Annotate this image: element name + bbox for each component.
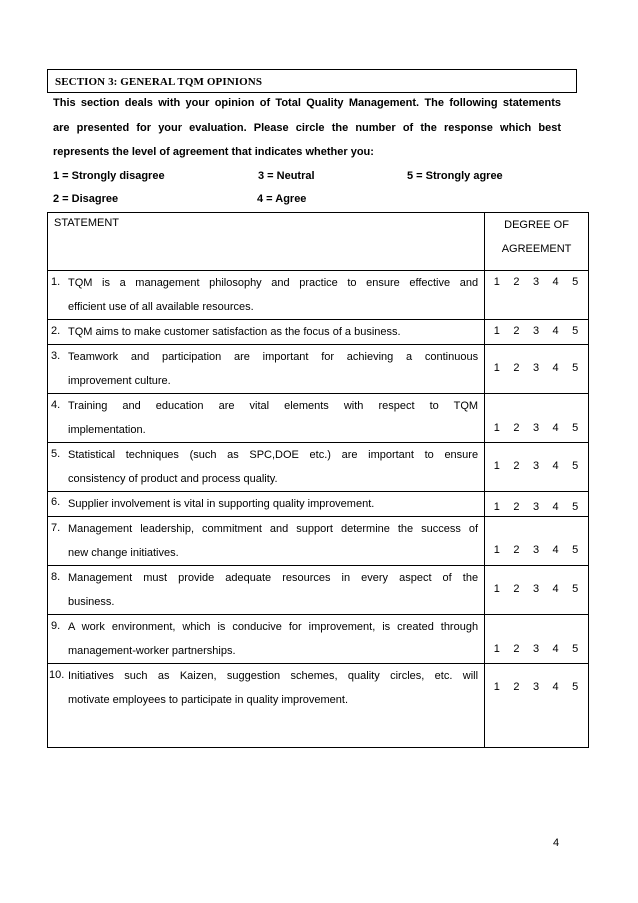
- statement-line: management-worker partnerships.: [68, 645, 236, 657]
- rating-option-3[interactable]: 3: [532, 276, 540, 288]
- scale-strongly-disagree: 1 = Strongly disagree: [53, 170, 165, 182]
- statement-line: Initiatives such as Kaizen, suggestion schemes, quality circles, etc. will: [68, 670, 479, 682]
- rating-option-5[interactable]: 5: [572, 276, 579, 288]
- rating-cell: [485, 517, 589, 566]
- questionnaire-table: [47, 212, 589, 748]
- table-row: [48, 664, 589, 748]
- rating-option-3[interactable]: 3: [532, 460, 540, 472]
- statement-line: Management leadership, commitment and support determine the success of: [68, 523, 479, 535]
- statement-cell: [48, 492, 485, 517]
- statement-line: A work environment, which is conducive for improvement, is created through: [68, 621, 479, 633]
- scale-strongly-agree: 5 = Strongly agree: [407, 170, 503, 182]
- rating-option-4[interactable]: 4: [552, 681, 559, 693]
- rating-option-1[interactable]: 1: [493, 681, 500, 693]
- header-degree: [485, 213, 589, 271]
- statement-cell: [48, 443, 485, 492]
- rating-option-1[interactable]: 1: [493, 362, 500, 374]
- rating-option-4[interactable]: 4: [552, 460, 559, 472]
- statement-line: Teamwork and participation are important for achieving a continuous: [68, 351, 479, 363]
- scale-agree: 4 = Agree: [257, 193, 307, 205]
- statement-line: business.: [68, 596, 115, 608]
- statement-number: 10.: [49, 669, 65, 681]
- rating-option-3[interactable]: 3: [532, 362, 540, 374]
- rating-option-5[interactable]: 5: [572, 544, 579, 556]
- rating-option-3[interactable]: 3: [532, 501, 540, 513]
- page-number: 4: [553, 837, 560, 849]
- rating-cell: [485, 664, 589, 748]
- rating-option-5[interactable]: 5: [572, 422, 579, 434]
- statement-cell: [48, 664, 485, 748]
- rating-option-3[interactable]: 3: [532, 422, 540, 434]
- scale-disagree: 2 = Disagree: [53, 193, 119, 205]
- rating-option-2[interactable]: 2: [513, 460, 520, 472]
- statement-number: 8.: [51, 571, 61, 583]
- statement-line: new change initiatives.: [68, 547, 179, 559]
- header-degree-line2: AGREEMENT: [501, 243, 572, 255]
- rating-option-5[interactable]: 5: [572, 460, 579, 472]
- statement-line: consistency of product and process quality.: [68, 473, 278, 485]
- rating-option-2[interactable]: 2: [513, 422, 520, 434]
- statement-cell: [48, 345, 485, 394]
- rating-option-3[interactable]: 3: [532, 544, 540, 556]
- rating-option-1[interactable]: 1: [493, 422, 500, 434]
- rating-option-5[interactable]: 5: [572, 583, 579, 595]
- rating-option-2[interactable]: 2: [513, 681, 520, 693]
- rating-option-4[interactable]: 4: [552, 325, 559, 337]
- rating-option-5[interactable]: 5: [572, 362, 579, 374]
- rating-cell: [485, 394, 589, 443]
- statement-number: 9.: [51, 620, 61, 632]
- rating-cell: [485, 492, 589, 517]
- rating-cell: [485, 271, 589, 320]
- rating-option-4[interactable]: 4: [552, 544, 559, 556]
- statement-cell: [48, 320, 485, 345]
- statement-number: 6.: [51, 496, 61, 508]
- rating-option-4[interactable]: 4: [552, 276, 559, 288]
- rating-option-1[interactable]: 1: [493, 583, 500, 595]
- rating-option-1[interactable]: 1: [493, 643, 500, 655]
- table-row: [48, 320, 589, 345]
- rating-option-2[interactable]: 2: [513, 276, 520, 288]
- table-header-row: [48, 213, 589, 271]
- rating-option-5[interactable]: 5: [572, 325, 579, 337]
- rating-option-2[interactable]: 2: [513, 362, 520, 374]
- statement-line: Supplier involvement is vital in supporting quality improvement.: [68, 498, 375, 510]
- rating-option-2[interactable]: 2: [513, 325, 520, 337]
- statement-line: TQM is a management philosophy and practice to ensure effective and: [68, 277, 479, 289]
- statement-cell: [48, 566, 485, 615]
- table-row: [48, 271, 589, 320]
- rating-option-4[interactable]: 4: [552, 583, 559, 595]
- rating-option-2[interactable]: 2: [513, 501, 520, 513]
- rating-option-2[interactable]: 2: [513, 544, 520, 556]
- statement-number: 7.: [51, 522, 61, 534]
- statement-cell: [48, 615, 485, 664]
- statement-number: 4.: [51, 399, 61, 411]
- statement-line: Training and education are vital elements with respect to TQM: [68, 400, 479, 412]
- statement-line: motivate employees to participate in quality improvement.: [68, 694, 349, 706]
- statement-line: Statistical techniques (such as SPC,DOE etc.) are important to ensure: [68, 449, 479, 461]
- rating-option-2[interactable]: 2: [513, 583, 520, 595]
- statement-line: Management must provide adequate resources in every aspect of the: [68, 572, 479, 584]
- section-header-box: [47, 69, 577, 93]
- table-row: [48, 615, 589, 664]
- statement-number: 2.: [51, 325, 61, 337]
- intro-line-1: This section deals with your opinion of Total Quality Management. The following statements: [53, 97, 561, 109]
- rating-cell: [485, 320, 589, 345]
- statement-cell: [48, 517, 485, 566]
- rating-option-1[interactable]: 1: [493, 544, 500, 556]
- rating-option-3[interactable]: 3: [532, 325, 540, 337]
- rating-option-3[interactable]: 3: [532, 681, 540, 693]
- statement-number: 3.: [51, 350, 61, 362]
- rating-cell: [485, 615, 589, 664]
- rating-option-1[interactable]: 1: [493, 325, 500, 337]
- rating-option-2[interactable]: 2: [513, 643, 520, 655]
- rating-option-5[interactable]: 5: [572, 681, 579, 693]
- table-row: [48, 443, 589, 492]
- rating-option-4[interactable]: 4: [552, 643, 559, 655]
- statement-cell: [48, 271, 485, 320]
- table-row: [48, 566, 589, 615]
- rating-cell: [485, 566, 589, 615]
- section-title: SECTION 3: GENERAL TQM OPINIONS: [55, 76, 263, 88]
- scale-neutral: 3 = Neutral: [258, 170, 315, 182]
- rating-option-5[interactable]: 5: [572, 643, 579, 655]
- rating-option-1[interactable]: 1: [493, 460, 500, 472]
- header-statement: STATEMENT: [48, 213, 485, 271]
- rating-option-4[interactable]: 4: [552, 501, 559, 513]
- rating-option-1[interactable]: 1: [493, 276, 500, 288]
- rating-cell: [485, 345, 589, 394]
- table-row: [48, 394, 589, 443]
- table-row: [48, 492, 589, 517]
- rating-option-4[interactable]: 4: [552, 422, 559, 434]
- rating-option-4[interactable]: 4: [552, 362, 559, 374]
- rating-option-3[interactable]: 3: [532, 583, 540, 595]
- rating-option-3[interactable]: 3: [532, 643, 540, 655]
- rating-option-5[interactable]: 5: [572, 501, 579, 513]
- statement-cell: [48, 394, 485, 443]
- intro-line-2: are presented for your evaluation. Please circle the number of the response which best: [53, 122, 561, 134]
- intro-line-3: represents the level of agreement that indicates whether you:: [53, 146, 374, 158]
- statement-line: improvement culture.: [68, 375, 171, 387]
- statement-line: efficient use of all available resources.: [68, 301, 254, 313]
- statement-number: 5.: [51, 448, 61, 460]
- rating-option-1[interactable]: 1: [493, 501, 500, 513]
- table-row: [48, 517, 589, 566]
- statement-line: TQM aims to make customer satisfaction as the focus of a business.: [68, 326, 401, 338]
- header-degree-line1: DEGREE OF: [504, 219, 569, 231]
- statement-number: 1.: [51, 276, 61, 288]
- table-row: [48, 345, 589, 394]
- rating-cell: [485, 443, 589, 492]
- statement-line: implementation.: [68, 424, 146, 436]
